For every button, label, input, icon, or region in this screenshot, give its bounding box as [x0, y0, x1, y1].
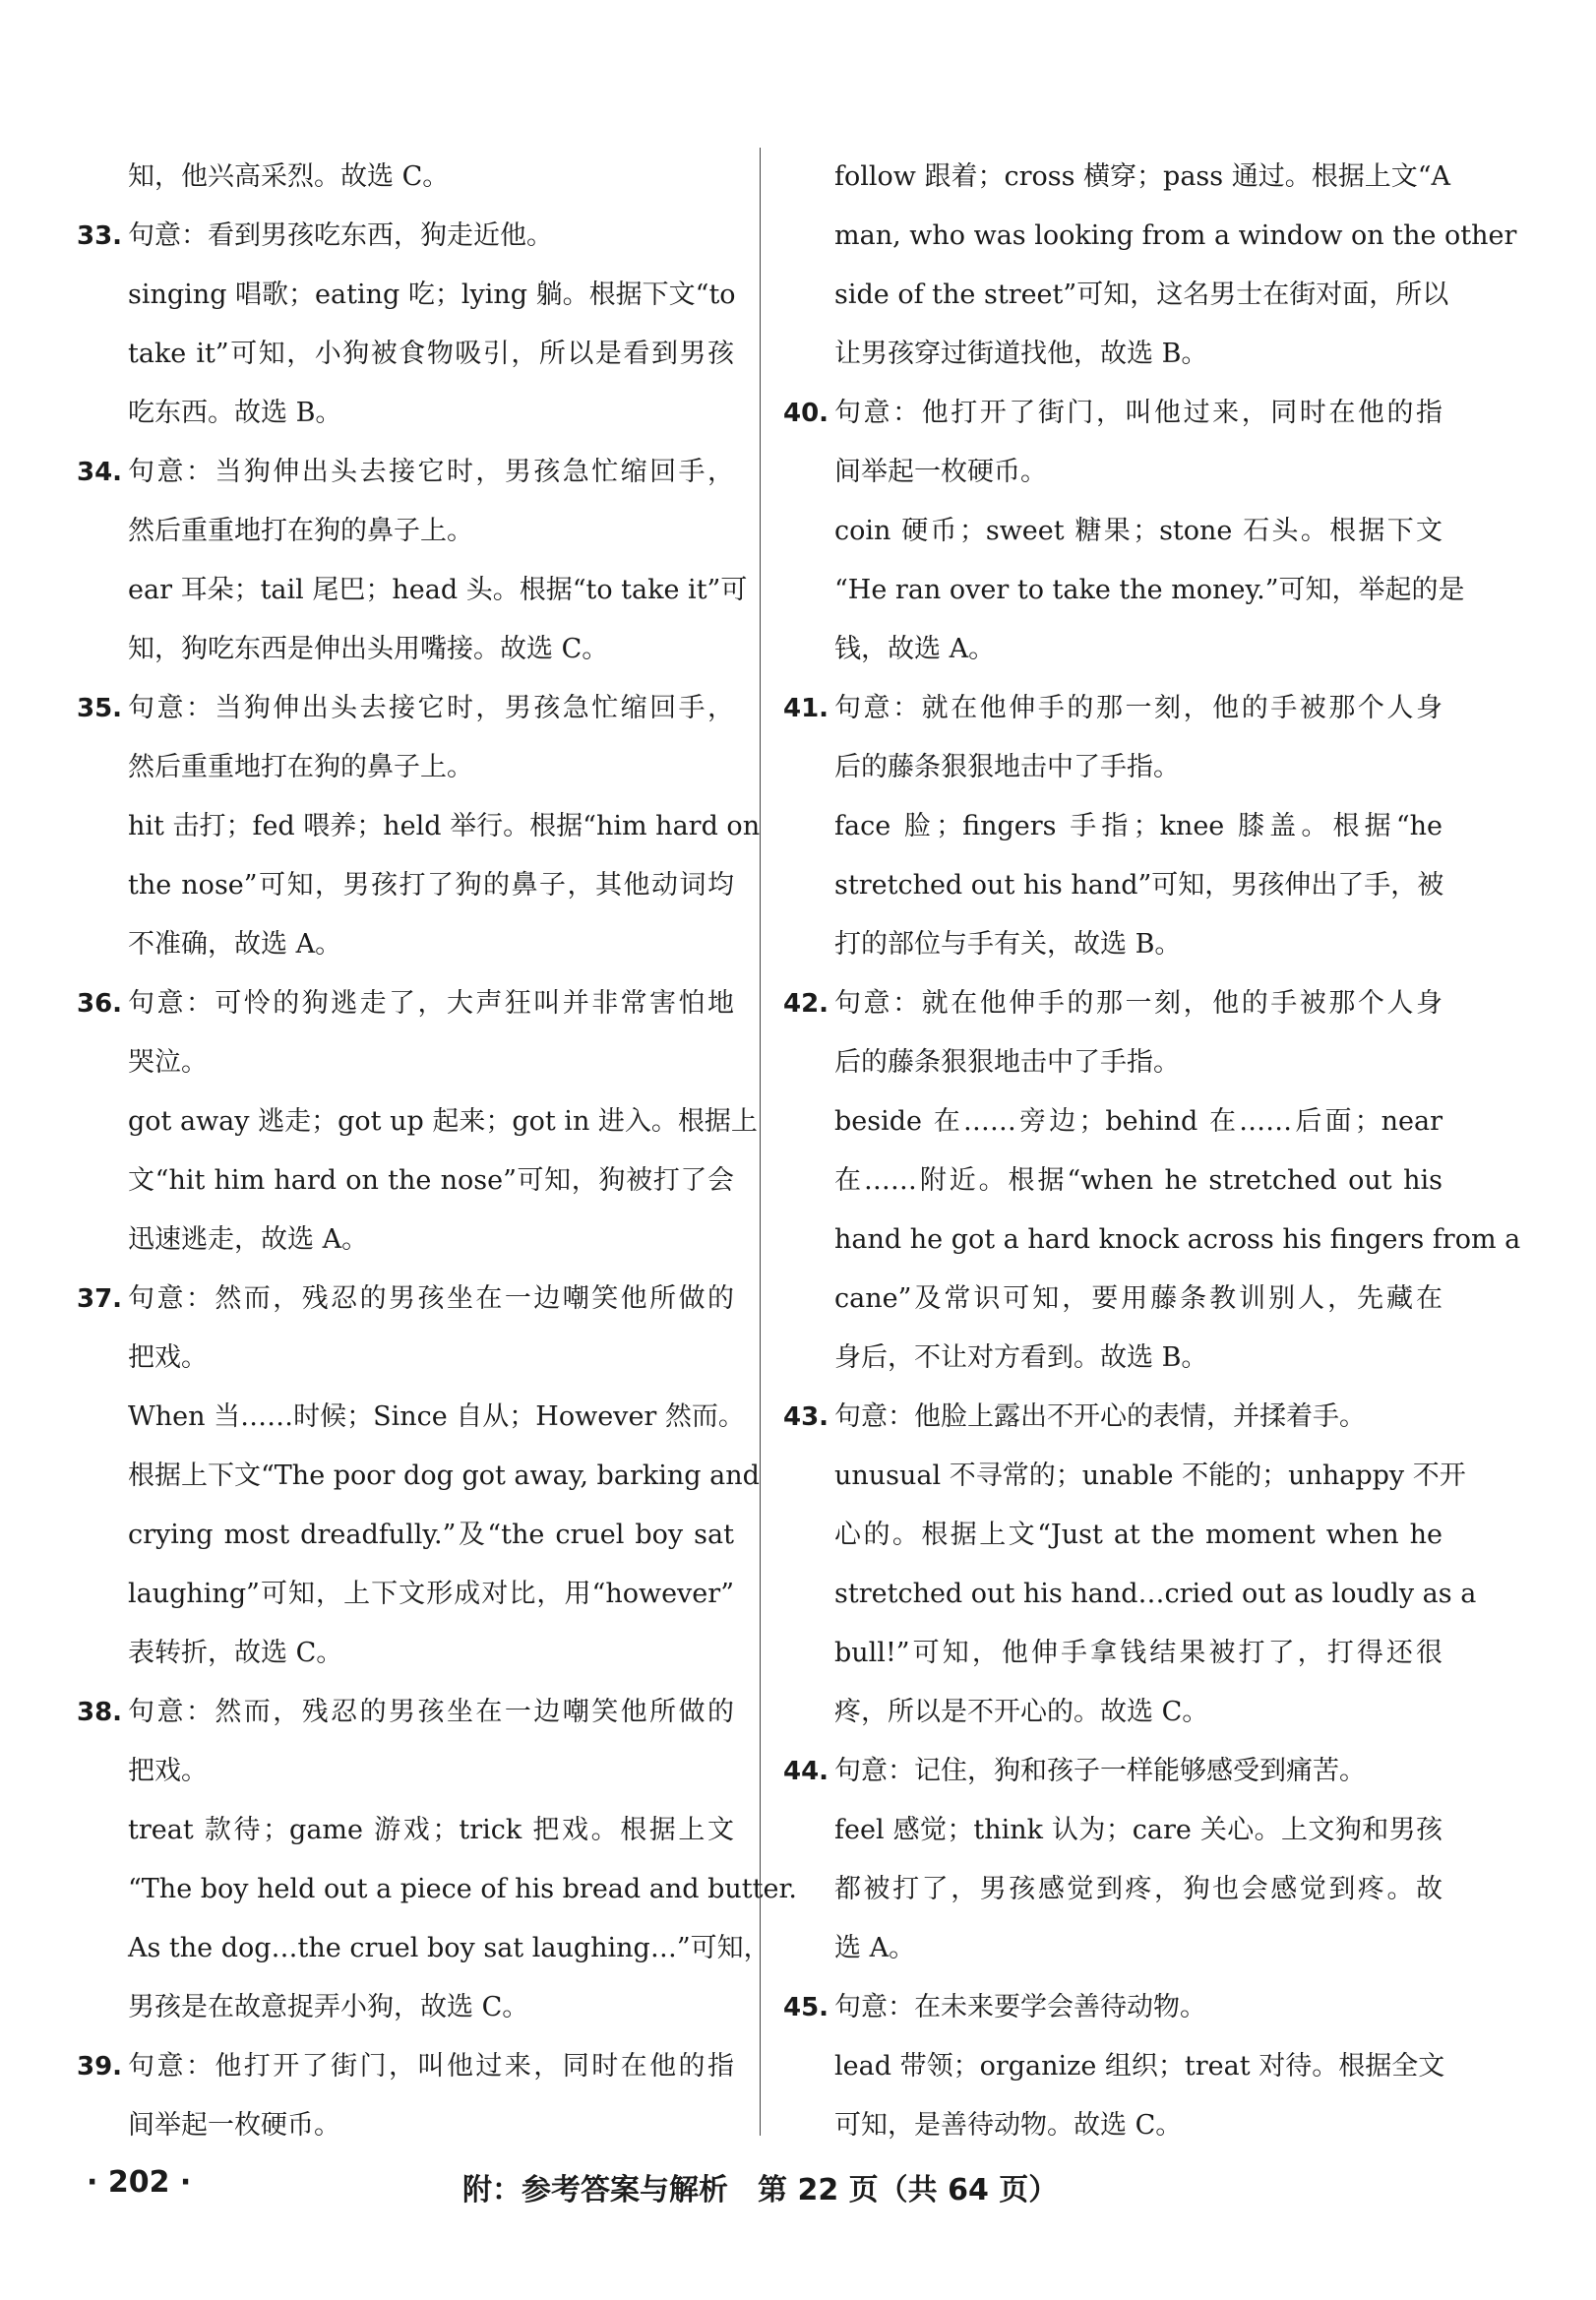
- question-number: 40.: [783, 399, 829, 428]
- explanation-line: 钱，故选 A。: [834, 634, 996, 664]
- explanation-line: crying most dreadfully.”及“the cruel boy sat: [128, 1520, 734, 1550]
- question-sentence: 句意：他打开了街门，叫他过来，同时在他的指: [128, 2051, 734, 2082]
- explanation-line: beside 在……旁边；behind 在……后面；near: [834, 1106, 1443, 1137]
- explanation-line: 选 A。: [834, 1933, 916, 1963]
- explanation-line: 迅速逃走，故选 A。: [128, 1224, 369, 1255]
- explanation-line: 间举起一枚硬币。: [128, 2110, 340, 2141]
- explanation-line: “He ran over to take the money.”可知，举起的是: [834, 575, 1465, 605]
- explanation-line: 后的藤条狠狠地击中了手指。: [834, 752, 1180, 782]
- question-number: 34.: [77, 458, 123, 487]
- right-column: [783, 148, 1521, 2155]
- explanation-line: stretched out his hand”可知，男孩伸出了手，被: [834, 870, 1444, 901]
- question-number: 37.: [77, 1284, 123, 1314]
- question-number: 33.: [77, 221, 123, 251]
- question-sentence: 句意：看到男孩吃东西，狗走近他。: [128, 220, 553, 251]
- question-number: 41.: [783, 694, 829, 723]
- question-sentence: 句意：就在他伸手的那一刻，他的手被那个人身: [834, 988, 1443, 1019]
- explanation-line: 吃东西。故选 B。: [128, 398, 342, 428]
- explanation-line: 心的。根据上文“Just at the moment when he: [834, 1520, 1443, 1550]
- explanation-line: 身后，不让对方看到。故选 B。: [834, 1342, 1208, 1373]
- question-sentence: 句意：当狗伸出头去接它时，男孩急忙缩回手，: [128, 457, 734, 487]
- explanation-line: stretched out his hand…cried out as loudly as a: [834, 1579, 1477, 1609]
- explanation-line: singing 唱歌；eating 吃；lying 躺。根据下文“to: [128, 280, 736, 310]
- question-sentence: 句意：就在他伸手的那一刻，他的手被那个人身: [834, 693, 1443, 723]
- explanation-line: 把戏。: [128, 1342, 208, 1373]
- question-heading: [77, 679, 734, 738]
- explanation-line: 间举起一枚硬币。: [834, 457, 1047, 487]
- question-sentence: 句意：记住，狗和孩子一样能够感受到痛苦。: [834, 1756, 1366, 1786]
- question-heading: [783, 384, 1443, 443]
- question-number: 39.: [77, 2052, 123, 2082]
- explanation-line: the nose”可知，男孩打了狗的鼻子，其他动词均: [128, 870, 734, 901]
- question-number: 43.: [783, 1402, 829, 1432]
- column-divider: [760, 148, 761, 2136]
- explanation-line: 在……附近。根据“when he stretched out his: [834, 1165, 1443, 1196]
- question-heading: [77, 2037, 734, 2096]
- explanation-line: 把戏。: [128, 1756, 208, 1786]
- explanation-line: 打的部位与手有关，故选 B。: [834, 929, 1182, 960]
- question-heading: [783, 1388, 1443, 1447]
- explanation-line: “The boy held out a piece of his bread and butter.: [128, 1874, 797, 1904]
- explanation-line: hit 击打；fed 喂养；held 举行。根据“him hard on: [128, 811, 761, 841]
- left-column: [77, 148, 797, 2155]
- explanation-line: 然后重重地打在狗的鼻子上。: [128, 516, 473, 546]
- explanation-line: take it”可知，小狗被食物吸引，所以是看到男孩: [128, 339, 734, 369]
- explanation-line: 不准确，故选 A。: [128, 929, 342, 960]
- explanation-line: coin 硬币；sweet 糖果；stone 石头。根据下文: [834, 516, 1443, 546]
- explanation-line: 根据上下文“The poor dog got away, barking and: [128, 1461, 760, 1491]
- explanation-line: 知，狗吃东西是伸出头用嘴接。故选 C。: [128, 634, 609, 664]
- question-sentence: 句意：可怜的狗逃走了，大声狂叫并非常害怕地: [128, 988, 734, 1019]
- explanation-line: unusual 不寻常的；unable 不能的；unhappy 不开: [834, 1461, 1466, 1491]
- explanation-line: 哭泣。: [128, 1047, 208, 1078]
- question-heading: [77, 1270, 734, 1329]
- explanation-line: 都被打了，男孩感觉到疼，狗也会感觉到疼。故: [834, 1874, 1443, 1904]
- question-heading: [783, 679, 1443, 738]
- question-sentence: 句意：然而，残忍的男孩坐在一边嘲笑他所做的: [128, 1697, 734, 1727]
- explanation-line: follow 跟着；cross 横穿；pass 通过。根据上文“A: [834, 161, 1451, 192]
- question-sentence: 句意：在未来要学会善待动物。: [834, 1992, 1206, 2022]
- question-sentence: 句意：然而，残忍的男孩坐在一边嘲笑他所做的: [128, 1283, 734, 1314]
- question-sentence: 句意：当狗伸出头去接它时，男孩急忙缩回手，: [128, 693, 734, 723]
- question-number: 42.: [783, 989, 829, 1019]
- explanation-line: 知，他兴高采烈。故选 C。: [128, 161, 450, 192]
- explanation-line: treat 款待；game 游戏；trick 把戏。根据上文: [128, 1815, 734, 1845]
- question-heading: [77, 974, 734, 1033]
- page-footer: [0, 2165, 1596, 2214]
- page-number: · 202 ·: [87, 2165, 192, 2200]
- question-sentence: 句意：他脸上露出不开心的表情，并揉着手。: [834, 1401, 1366, 1432]
- explanation-line: feel 感觉；think 认为；care 关心。上文狗和男孩: [834, 1815, 1443, 1845]
- explanation-line: bull!”可知，他伸手拿钱结果被打了，打得还很: [834, 1638, 1443, 1668]
- explanation-line: When 当……时候；Since 自从；However 然而。: [128, 1401, 745, 1432]
- question-heading: [783, 974, 1443, 1033]
- explanation-line: 然后重重地打在狗的鼻子上。: [128, 752, 473, 782]
- question-number: 35.: [77, 694, 123, 723]
- explanation-line: lead 带领；organize 组织；treat 对待。根据全文: [834, 2051, 1445, 2082]
- question-heading: [77, 207, 734, 266]
- explanation-line: 表转折，故选 C。: [128, 1638, 343, 1668]
- explanation-line: cane”及常识可知，要用藤条教训别人，先藏在: [834, 1283, 1443, 1314]
- explanation-line: 男孩是在故意捉弄小狗，故选 C。: [128, 1992, 529, 2022]
- question-number: 38.: [77, 1698, 123, 1727]
- explanation-line: laughing”可知，上下文形成对比，用“however”: [128, 1579, 734, 1609]
- explanation-line: As the dog…the cruel boy sat laughing…”可知，: [128, 1933, 770, 1963]
- question-number: 36.: [77, 989, 123, 1019]
- explanation-line: 让男孩穿过街道找他，故选 B。: [834, 339, 1208, 369]
- explanation-line: 疼，所以是不开心的。故选 C。: [834, 1697, 1209, 1727]
- question-heading: [783, 1742, 1443, 1801]
- question-heading: [77, 1683, 734, 1742]
- explanation-line: 后的藤条狠狠地击中了手指。: [834, 1047, 1180, 1078]
- explanation-line: got away 逃走；got up 起来；got in 进入。根据上: [128, 1106, 758, 1137]
- explanation-line: hand he got a hard knock across his fingers from a: [834, 1224, 1521, 1255]
- explanation-line: 可知，是善待动物。故选 C。: [834, 2110, 1183, 2141]
- footer-title: 附：参考答案与解析 第 22 页（共 64 页）: [462, 2173, 1059, 2207]
- explanation-line: ear 耳朵；tail 尾巴；head 头。根据“to take it”可: [128, 575, 748, 605]
- question-heading: [77, 443, 734, 502]
- question-sentence: 句意：他打开了街门，叫他过来，同时在他的指: [834, 398, 1443, 428]
- question-number: 44.: [783, 1757, 829, 1786]
- question-heading: [783, 1978, 1443, 2037]
- explanation-line: face 脸；fingers 手指；knee 膝盖。根据“he: [834, 811, 1443, 841]
- question-number: 45.: [783, 1993, 829, 2022]
- explanation-line: 文“hit him hard on the nose”可知，狗被打了会: [128, 1165, 734, 1196]
- explanation-line: man, who was looking from a window on the other: [834, 220, 1517, 251]
- explanation-line: side of the street”可知，这名男士在街对面，所以: [834, 280, 1449, 310]
